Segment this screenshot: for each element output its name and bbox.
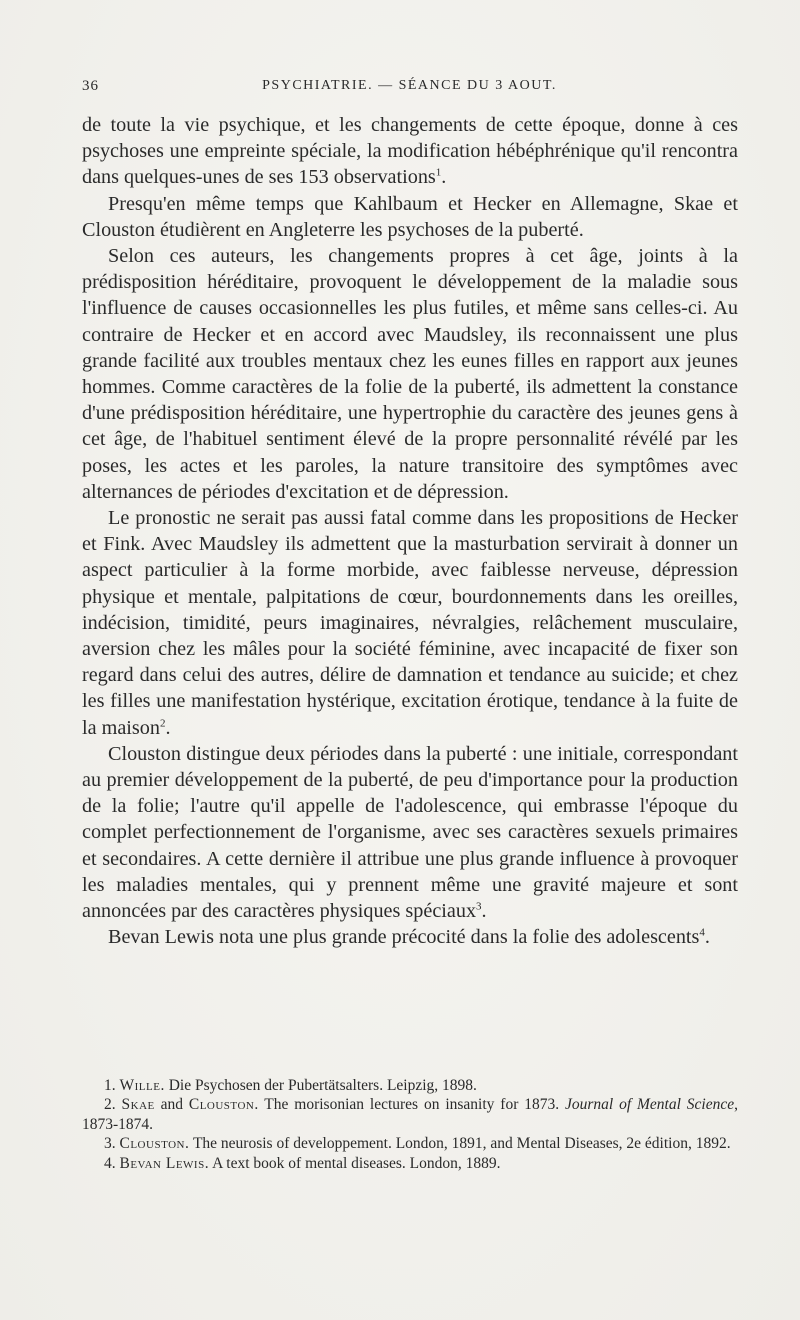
footnote-ref: 3 xyxy=(476,900,482,913)
footnote-ref: 4 xyxy=(699,926,705,939)
footnotes xyxy=(82,1076,738,1173)
paragraph: Le pronostic ne serait pas aussi fatal comme dans les propositions de Hecker et Fink. Avec Maudsley ils admettent que la masturbation servirait à donner un aspect particulier à la forme morbide, avec faiblesse nerveuse, dépression physique et mentale, palpitations de cœur, bourdonnements dans les oreilles, indécision, timidité, peurs imaginaires, névralgies, relâchement musculaire, aversion chez les mâles pour la société féminine, avec incapacité de fixer son regard dans celui des autres, délire de damnation et tendance au suicide; et chez les filles une manifestation hystérique, excitation érotique, tendance à la fuite de la maison$^2$. xyxy=(82,507,738,739)
footnote: 4. Bevan Lewis. A text book of mental diseases. London, 1889. xyxy=(104,1154,501,1172)
footnote-ref: 2 xyxy=(159,716,166,729)
footnote: 3. Clouston. The neurosis of developpement. London, 1891, and Mental Diseases, 2e édition, 1892. xyxy=(104,1135,731,1153)
paragraph: de toute la vie psychique, et les changements de cette époque, donne à ces psychoses une empreinte spéciale, la modification hébéphrénique qu'il rencontra dans quelques-unes de ses 153 observations$^1$. xyxy=(82,114,738,189)
paragraph: Bevan Lewis nota une plus grande précocité dans la folie des adolescents$^4$. xyxy=(108,926,710,949)
footnote-ref: 1 xyxy=(435,166,442,179)
page-header xyxy=(82,78,737,102)
body-text xyxy=(82,112,738,951)
paragraph: Presqu'en même temps que Kahlbaum et Hecker en Allemagne, Skae et Clouston étudièrent en Angleterre les psychoses de la puberté. xyxy=(82,192,738,241)
running-title: PSYCHIATRIE. — SÉANCE DU 3 AOUT. xyxy=(262,78,557,93)
page-number: 36 xyxy=(82,78,99,94)
footnote: 1. Wille. Die Psychosen der Pubertätsalters. Leipzig, 1898. xyxy=(104,1077,477,1094)
footnote: 2. Skae and Clouston. The morisonian lectures on insanity for 1873. Journal of Mental Science, 1873-1874. xyxy=(82,1096,738,1133)
paragraph: Clouston distingue deux périodes dans la puberté : une initiale, correspondant au premier développement de la puberté, de peu d'importance pour la production de la folie; l'autre qu'il appelle de l'adolescence, qui embrasse l'époque du complet perfectionnement de l'organisme, avec ses caractères sexuels primaires et secondaires. A cette dernière il attribue une plus grande influence à provoquer les maladies mentales, qui y prennent même une gravité majeure et sont annoncées par des caractères physiques spéciaux$^3$. xyxy=(82,742,738,923)
paragraph: Selon ces auteurs, les changements propres à cet âge, joints à la prédisposition héréditaire, provoquent le développement de la maladie sous l'influence de causes occasionnelles les plus futiles, et même sans celles-ci. Au contraire de Hecker et en accord avec Maudsley, ils reconnaissent une plus grande facilité aux troubles mentaux chez les eunes filles en rapport aux jeunes hommes. Comme caractères de la folie de la puberté, ils admettent la constance d'une prédisposition héréditaire, une hypertrophie du caractère des jeunes gens à cet âge, de l'habituel sentiment élevé de la propre personnalité révélé par les poses, les actes et les paroles, la nature transitoire des symptômes avec alternances de périodes d'excitation et de dépression. xyxy=(82,245,738,503)
journal-title: Journal of Mental Science xyxy=(564,1096,735,1114)
